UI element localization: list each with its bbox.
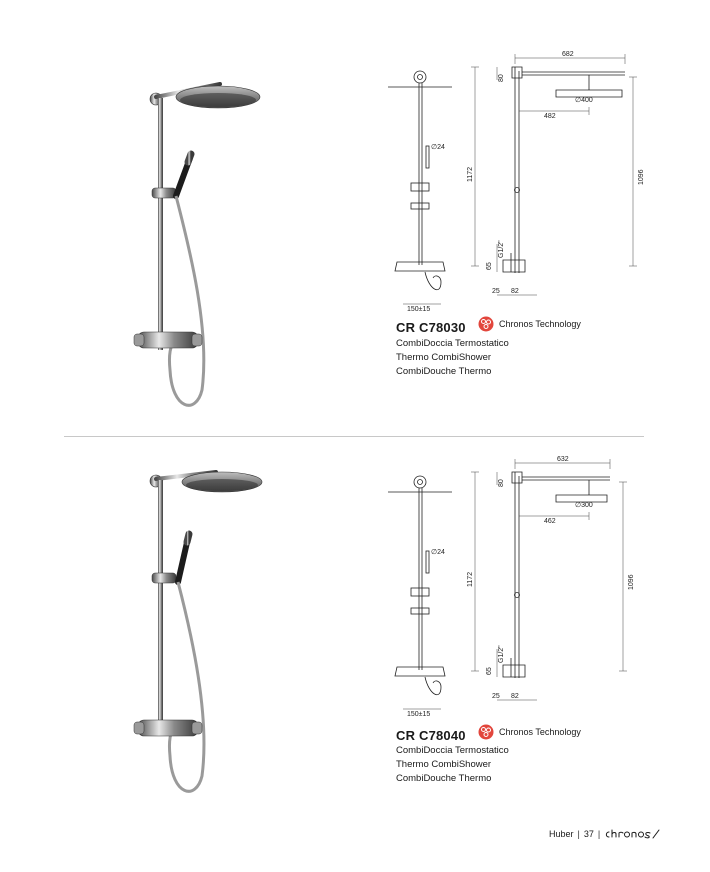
dim-inlet-height: 65 <box>486 667 493 675</box>
dim-inlet: G1/2" <box>498 240 505 258</box>
dim-wall-offset: 25 <box>492 288 500 295</box>
dim-inlet-spacing: 150±15 <box>407 711 431 718</box>
product-code: CR C78030 <box>396 320 466 335</box>
name-italian: CombiDoccia Termostatico <box>396 745 509 756</box>
dim-arm-reach: 462 <box>544 518 556 525</box>
technology-label: Chronos Technology <box>499 319 581 329</box>
dim-wall-depth: 82 <box>511 693 519 700</box>
dim-bracket: 80 <box>498 479 505 487</box>
dim-handshower-diameter: ∅24 <box>431 144 445 151</box>
technical-drawing <box>385 455 645 720</box>
dim-inlet: G1/2" <box>498 645 505 663</box>
dim-wall-offset: 25 <box>492 693 500 700</box>
dim-arm-length: 632 <box>557 456 569 463</box>
footer-separator: | <box>597 829 601 839</box>
dim-head-diameter: ∅300 <box>575 502 593 509</box>
section-divider <box>64 436 644 437</box>
dim-column-height: 1096 <box>638 169 645 185</box>
page-number: 37 <box>583 829 594 839</box>
product-code: CR C78040 <box>396 728 466 743</box>
dim-arm-reach: 482 <box>544 113 556 120</box>
name-english: Thermo CombiShower <box>396 352 492 363</box>
technology-badge <box>478 724 581 740</box>
page-footer <box>549 829 660 839</box>
chronos-technology-icon <box>478 724 494 740</box>
dim-head-diameter: ∅400 <box>575 97 593 104</box>
footer-brand: Huber <box>549 829 574 839</box>
product-photo <box>130 466 270 816</box>
technology-label: Chronos Technology <box>499 727 581 737</box>
name-italian: CombiDoccia Termostatico <box>396 338 509 349</box>
footer-separator: | <box>577 829 580 839</box>
dim-inlet-height: 65 <box>486 262 493 270</box>
dim-total-height: 1172 <box>467 166 474 182</box>
name-english: Thermo CombiShower <box>396 759 492 770</box>
dim-wall-depth: 82 <box>511 288 519 295</box>
dim-column-height: 1096 <box>628 574 635 590</box>
dim-inlet-spacing: 150±15 <box>407 306 431 313</box>
product-names <box>396 744 509 786</box>
dim-bracket: 80 <box>498 74 505 82</box>
dim-total-height: 1172 <box>467 571 474 587</box>
chronos-logo <box>604 829 660 839</box>
dim-arm-length: 682 <box>562 51 574 58</box>
name-french: CombiDouche Thermo <box>396 366 492 377</box>
name-french: CombiDouche Thermo <box>396 773 492 784</box>
dim-handshower-diameter: ∅24 <box>431 549 445 556</box>
